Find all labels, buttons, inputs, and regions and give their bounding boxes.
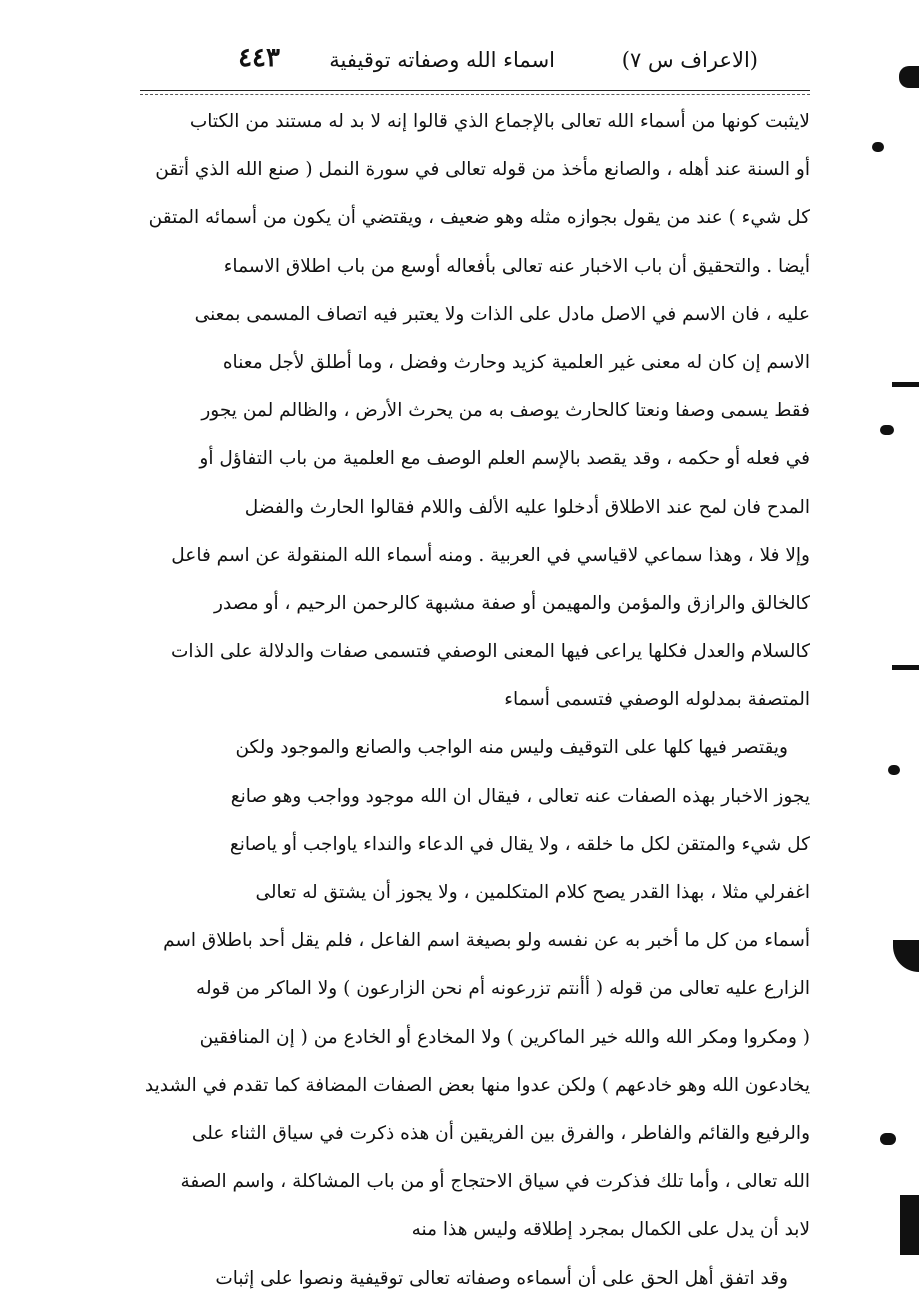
- running-title: اسماء الله وصفاته توقيفية: [329, 48, 555, 72]
- scan-artifact-mark: [880, 1133, 896, 1145]
- text-line: كل شيء والمتقن لكل ما خلقه ، ولا يقال في الدعاء والنداء ياواجب أو ياصانع: [229, 833, 810, 855]
- text-line: عليه ، فان الاسم في الاصل مادل على الذات ولا يعتبر فيه اتصاف المسمى بمعنى: [194, 303, 810, 325]
- text-line: أسماء من كل ما أخبر به عن نفسه ولو بصيغة اسم الفاعل ، فلم يقل أحد باطلاق اسم: [163, 930, 810, 952]
- text-line: المدح فان لمح عند الاطلاق أدخلوا عليه الألف واللام فقالوا الحارث والفضل: [244, 496, 810, 518]
- page-header: [140, 40, 810, 90]
- text-line: الزارع عليه تعالى من قوله ( أأنتم تزرعونه أم نحن الزارعون ) ولا الماكر من قوله: [196, 978, 810, 1000]
- text-line: كالخالق والرازق والمؤمن والمهيمن أو صفة مشبهة كالرحمن الرحيم ، أو مصدر: [214, 592, 810, 614]
- paragraph-start-line: ويقتصر فيها كلها على التوقيف وليس منه الواجب والصانع والموجود ولكن: [235, 737, 788, 759]
- text-line: يجوز الاخبار بهذه الصفات عنه تعالى ، فيقال ان الله موجود وواجب وهو صانع: [230, 785, 810, 807]
- text-line: لايثبت كونها من أسماء الله تعالى بالإجماع الذي قالوا إنه لا بد له مستند من الكتاب: [189, 111, 810, 132]
- scan-artifact-mark: [880, 425, 894, 435]
- page-number: ٤٤٣: [238, 43, 280, 73]
- text-line: أيضا . والتحقيق أن باب الاخبار عنه تعالى بأفعاله أوسع من باب اطلاق الاسماء: [223, 255, 810, 277]
- scan-artifact-mark: [893, 940, 919, 972]
- scan-artifact-mark: [892, 382, 919, 387]
- text-line: اغفرلي مثلا ، بهذا القدر يصح كلام المتكلمين ، ولا يجوز أن يشتق له تعالى: [255, 882, 810, 903]
- paragraph-start-line: وقد اتفق أهل الحق على أن أسماءه وصفاته تعالى توقيفية ونصوا على إثبات: [215, 1267, 788, 1289]
- page-body: [140, 98, 810, 1303]
- header-rule-dashed: [140, 94, 810, 95]
- header-rule: [140, 90, 810, 91]
- text-line: الاسم إن كان له معنى غير العلمية كزيد وحارث وفضل ، وما أطلق لأجل معناه: [222, 351, 810, 373]
- text-line: أو السنة عند أهله ، والصانع مأخذ من قوله تعالى في سورة النمل ( صنع الله الذي أتقن: [155, 159, 810, 181]
- scan-artifact-mark: [899, 66, 919, 88]
- text-line: ( ومكروا ومكر الله والله خير الماكرين ) ولا المخادع أو الخادع من ( إن المنافقين: [199, 1026, 810, 1048]
- surah-reference: (الاعراف س ٧): [621, 48, 758, 72]
- text-line: المتصفة بمدلوله الوصفي فتسمى أسماء: [504, 689, 810, 711]
- text-line: كل شيء ) عند من يقول بجوازه مثله وهو ضعيف ، ويقتضي أن يكون من أسمائه المتقن: [148, 207, 810, 229]
- text-line: وإلا فلا ، وهذا سماعي لاقياسي في العربية . ومنه أسماء الله المنقولة عن اسم فاعل: [171, 544, 810, 566]
- scan-artifact-mark: [872, 142, 884, 152]
- scan-artifact-mark: [892, 665, 919, 670]
- scan-artifact-mark: [900, 1195, 919, 1255]
- text-line: يخادعون الله وهو خادعهم ) ولكن عدوا منها بعض الصفات المضافة كما تقدم في الشديد: [144, 1074, 810, 1096]
- scan-artifact-mark: [888, 765, 900, 775]
- text-line: فقط يسمى وصفا ونعتا كالحارث يوصف به من يحرث الأرض ، والظالم لمن يجور: [201, 400, 810, 422]
- text-line: كالسلام والعدل فكلها يراعى فيها المعنى الوصفي فتسمى صفات والدلالة على الذات: [171, 641, 810, 663]
- text-line: الله تعالى ، وأما تلك فذكرت في سياق الاحتجاج أو من باب المشاكلة ، واسم الصفة: [180, 1171, 810, 1193]
- text-line: لابد أن يدل على الكمال بمجرد إطلاقه وليس هذا منه: [411, 1219, 810, 1241]
- text-line: في فعله أو حكمه ، وقد يقصد بالإسم العلم الوصف مع العلمية من باب التفاؤل أو: [199, 448, 810, 470]
- text-line: والرفيع والقائم والفاطر ، والفرق بين الفريقين أن هذه ذكرت في سياق الثناء على: [191, 1122, 810, 1144]
